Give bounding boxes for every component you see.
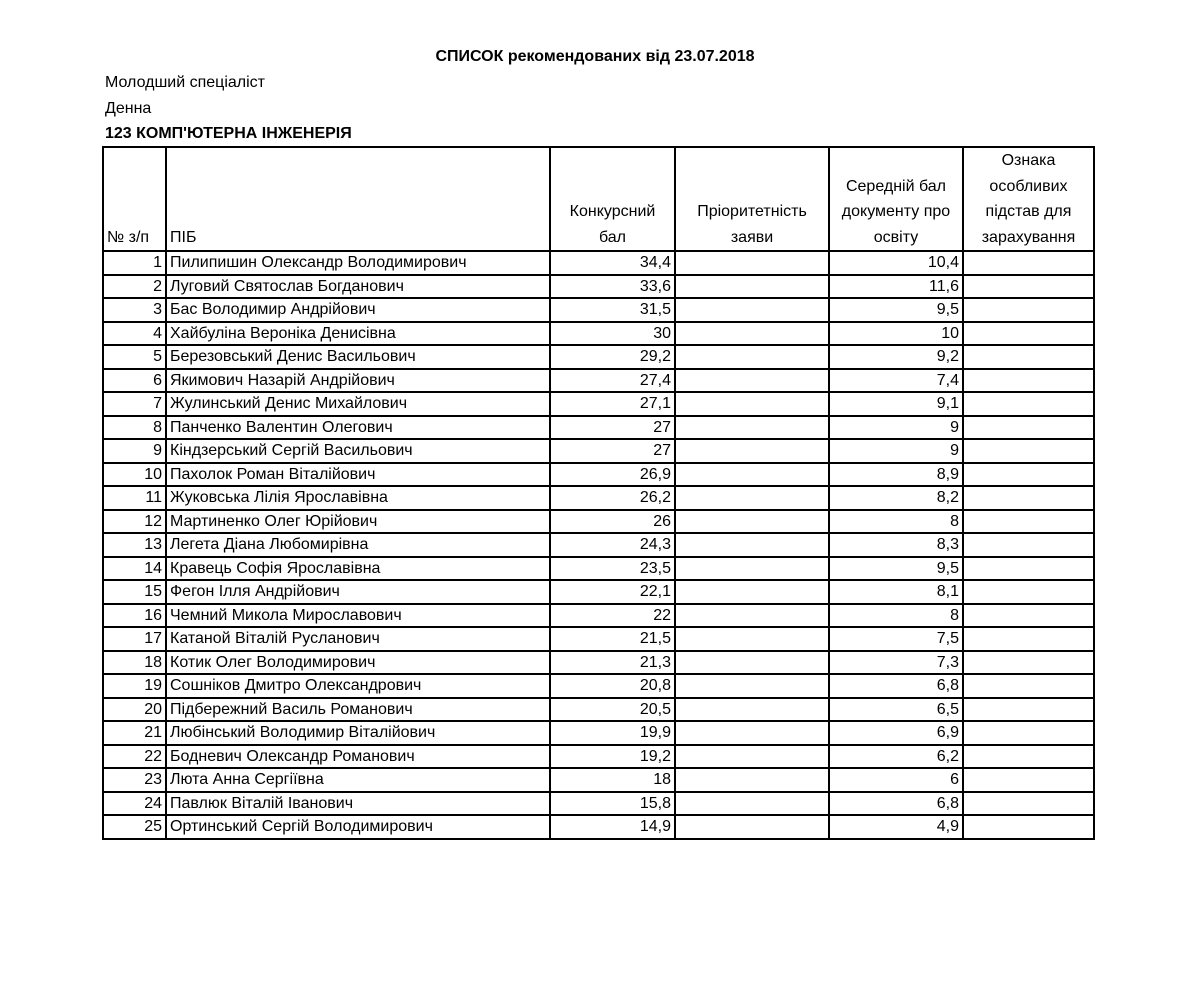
cell-special-mark bbox=[963, 698, 1094, 722]
cell-average: 9,5 bbox=[829, 298, 963, 322]
cell-average: 7,3 bbox=[829, 651, 963, 675]
cell-score: 27,4 bbox=[550, 369, 675, 393]
cell-average: 8 bbox=[829, 510, 963, 534]
cell-number: 4 bbox=[103, 322, 166, 346]
cell-special-mark bbox=[963, 392, 1094, 416]
cell-name: Котик Олег Володимирович bbox=[166, 651, 550, 675]
cell-priority bbox=[675, 369, 829, 393]
cell-score: 26 bbox=[550, 510, 675, 534]
header-priority-line: заяви bbox=[730, 228, 774, 246]
cell-priority bbox=[675, 792, 829, 816]
cell-average: 6,9 bbox=[829, 721, 963, 745]
cell-number: 1 bbox=[103, 251, 166, 275]
table-row bbox=[103, 510, 1094, 534]
cell-name: Хайбуліна Вероніка Денисівна bbox=[166, 322, 550, 346]
cell-special-mark bbox=[963, 815, 1094, 839]
header-average-line: освіту bbox=[873, 228, 919, 246]
cell-score: 22,1 bbox=[550, 580, 675, 604]
cell-score: 26,2 bbox=[550, 486, 675, 510]
cell-number: 22 bbox=[103, 745, 166, 769]
cell-number: 9 bbox=[103, 439, 166, 463]
cell-name: Підбережний Василь Романович bbox=[166, 698, 550, 722]
cell-number: 5 bbox=[103, 345, 166, 369]
cell-average: 6,5 bbox=[829, 698, 963, 722]
header-average-line: документу про bbox=[841, 203, 951, 220]
cell-average: 10 bbox=[829, 322, 963, 346]
cell-name: Жуковська Лілія Ярославівна bbox=[166, 486, 550, 510]
cell-average: 6,8 bbox=[829, 792, 963, 816]
cell-average: 8,2 bbox=[829, 486, 963, 510]
table-row bbox=[103, 768, 1094, 792]
cell-score: 19,9 bbox=[550, 721, 675, 745]
cell-score: 29,2 bbox=[550, 345, 675, 369]
cell-name: Пилипишин Олександр Володимирович bbox=[166, 251, 550, 275]
cell-average: 9 bbox=[829, 416, 963, 440]
cell-priority bbox=[675, 721, 829, 745]
table-row bbox=[103, 533, 1094, 557]
cell-score: 20,5 bbox=[550, 698, 675, 722]
header-score-line: Конкурсний bbox=[569, 203, 656, 220]
cell-name: Сошніков Дмитро Олександрович bbox=[166, 674, 550, 698]
cell-number: 25 bbox=[103, 815, 166, 839]
study-form: Денна bbox=[105, 100, 152, 117]
cell-name: Березовський Денис Васильович bbox=[166, 345, 550, 369]
cell-number: 15 bbox=[103, 580, 166, 604]
table-row bbox=[103, 369, 1094, 393]
table-row bbox=[103, 745, 1094, 769]
header-mark-line: підстав для bbox=[985, 203, 1072, 220]
cell-priority bbox=[675, 345, 829, 369]
cell-special-mark bbox=[963, 463, 1094, 487]
cell-average: 6 bbox=[829, 768, 963, 792]
table-row bbox=[103, 557, 1094, 581]
cell-name: Бодневич Олександр Романович bbox=[166, 745, 550, 769]
table-row bbox=[103, 322, 1094, 346]
cell-special-mark bbox=[963, 439, 1094, 463]
cell-priority bbox=[675, 486, 829, 510]
cell-priority bbox=[675, 674, 829, 698]
cell-name: Мартиненко Олег Юрійович bbox=[166, 510, 550, 534]
table-header-row bbox=[103, 147, 1094, 251]
header-special-mark bbox=[963, 147, 1094, 251]
cell-name: Ортинський Сергій Володимирович bbox=[166, 815, 550, 839]
header-priority-line: Пріоритетність bbox=[697, 203, 807, 220]
education-level: Молодший спеціаліст bbox=[105, 74, 266, 91]
document-title: СПИСОК рекомендованих від 23.07.2018 bbox=[435, 48, 755, 65]
cell-name: Луговий Святослав Богданович bbox=[166, 275, 550, 299]
cell-name: Бас Володимир Андрійович bbox=[166, 298, 550, 322]
cell-number: 14 bbox=[103, 557, 166, 581]
cell-number: 7 bbox=[103, 392, 166, 416]
header-score bbox=[550, 147, 675, 251]
cell-score: 15,8 bbox=[550, 792, 675, 816]
cell-name: Жулинський Денис Михайлович bbox=[166, 392, 550, 416]
cell-name: Фегон Ілля Андрійович bbox=[166, 580, 550, 604]
cell-average: 6,2 bbox=[829, 745, 963, 769]
table-row bbox=[103, 463, 1094, 487]
cell-special-mark bbox=[963, 510, 1094, 534]
cell-number: 20 bbox=[103, 698, 166, 722]
cell-number: 23 bbox=[103, 768, 166, 792]
cell-special-mark bbox=[963, 721, 1094, 745]
cell-score: 20,8 bbox=[550, 674, 675, 698]
header-mark-line: Ознака bbox=[1001, 152, 1056, 169]
cell-average: 8,3 bbox=[829, 533, 963, 557]
cell-average: 6,8 bbox=[829, 674, 963, 698]
cell-special-mark bbox=[963, 322, 1094, 346]
cell-score: 30 bbox=[550, 322, 675, 346]
cell-name: Павлюк Віталій Іванович bbox=[166, 792, 550, 816]
table-row bbox=[103, 792, 1094, 816]
cell-priority bbox=[675, 745, 829, 769]
cell-priority bbox=[675, 768, 829, 792]
cell-special-mark bbox=[963, 627, 1094, 651]
cell-number: 3 bbox=[103, 298, 166, 322]
table-row bbox=[103, 580, 1094, 604]
cell-number: 12 bbox=[103, 510, 166, 534]
cell-name: Кіндзерський Сергій Васильович bbox=[166, 439, 550, 463]
cell-score: 21,3 bbox=[550, 651, 675, 675]
cell-priority bbox=[675, 298, 829, 322]
cell-special-mark bbox=[963, 580, 1094, 604]
cell-average: 4,9 bbox=[829, 815, 963, 839]
cell-number: 16 bbox=[103, 604, 166, 628]
cell-special-mark bbox=[963, 275, 1094, 299]
table-row bbox=[103, 604, 1094, 628]
header-priority bbox=[675, 147, 829, 251]
cell-score: 22 bbox=[550, 604, 675, 628]
header-mark-line: зарахування bbox=[981, 228, 1076, 246]
cell-average: 8 bbox=[829, 604, 963, 628]
cell-priority bbox=[675, 439, 829, 463]
specialty-heading: 123 КОМП'ЮТЕРНА ІНЖЕНЕРІЯ bbox=[105, 125, 352, 142]
cell-name: Катаной Віталій Русланович bbox=[166, 627, 550, 651]
header-average bbox=[829, 147, 963, 251]
cell-special-mark bbox=[963, 674, 1094, 698]
cell-special-mark bbox=[963, 486, 1094, 510]
table-row bbox=[103, 275, 1094, 299]
cell-special-mark bbox=[963, 604, 1094, 628]
header-number: № з/п bbox=[103, 147, 166, 251]
cell-priority bbox=[675, 322, 829, 346]
cell-priority bbox=[675, 651, 829, 675]
table-row bbox=[103, 721, 1094, 745]
cell-average: 9,2 bbox=[829, 345, 963, 369]
cell-priority bbox=[675, 557, 829, 581]
header-name: ПІБ bbox=[166, 147, 550, 251]
cell-name: Люта Анна Сергіївна bbox=[166, 768, 550, 792]
cell-priority bbox=[675, 510, 829, 534]
table-row bbox=[103, 627, 1094, 651]
cell-special-mark bbox=[963, 651, 1094, 675]
cell-score: 34,4 bbox=[550, 251, 675, 275]
cell-special-mark bbox=[963, 768, 1094, 792]
table-row bbox=[103, 416, 1094, 440]
cell-score: 27,1 bbox=[550, 392, 675, 416]
cell-priority bbox=[675, 580, 829, 604]
cell-priority bbox=[675, 463, 829, 487]
cell-average: 7,4 bbox=[829, 369, 963, 393]
table-row bbox=[103, 486, 1094, 510]
cell-average: 7,5 bbox=[829, 627, 963, 651]
cell-name: Кравець Софія Ярославівна bbox=[166, 557, 550, 581]
cell-score: 27 bbox=[550, 416, 675, 440]
cell-priority bbox=[675, 392, 829, 416]
cell-average: 9 bbox=[829, 439, 963, 463]
header-mark-line: особливих bbox=[989, 177, 1068, 195]
cell-priority bbox=[675, 604, 829, 628]
cell-number: 19 bbox=[103, 674, 166, 698]
cell-name: Пахолок Роман Віталійович bbox=[166, 463, 550, 487]
cell-priority bbox=[675, 251, 829, 275]
cell-name: Чемний Микола Мирославович bbox=[166, 604, 550, 628]
cell-special-mark bbox=[963, 557, 1094, 581]
cell-score: 33,6 bbox=[550, 275, 675, 299]
cell-score: 27 bbox=[550, 439, 675, 463]
cell-special-mark bbox=[963, 298, 1094, 322]
cell-special-mark bbox=[963, 369, 1094, 393]
cell-average: 10,4 bbox=[829, 251, 963, 275]
cell-score: 18 bbox=[550, 768, 675, 792]
header-average-line: Середній бал bbox=[845, 177, 947, 195]
cell-number: 6 bbox=[103, 369, 166, 393]
cell-average: 11,6 bbox=[829, 275, 963, 299]
cell-name: Любінський Володимир Віталійович bbox=[166, 721, 550, 745]
cell-name: Якимович Назарій Андрійович bbox=[166, 369, 550, 393]
table-row bbox=[103, 392, 1094, 416]
cell-number: 11 bbox=[103, 486, 166, 510]
table-row bbox=[103, 439, 1094, 463]
table-row bbox=[103, 698, 1094, 722]
cell-score: 19,2 bbox=[550, 745, 675, 769]
cell-special-mark bbox=[963, 416, 1094, 440]
cell-average: 9,5 bbox=[829, 557, 963, 581]
cell-number: 21 bbox=[103, 721, 166, 745]
cell-average: 9,1 bbox=[829, 392, 963, 416]
cell-number: 18 bbox=[103, 651, 166, 675]
cell-special-mark bbox=[963, 792, 1094, 816]
cell-score: 31,5 bbox=[550, 298, 675, 322]
cell-special-mark bbox=[963, 533, 1094, 557]
table-row bbox=[103, 251, 1094, 275]
cell-name: Панченко Валентин Олегович bbox=[166, 416, 550, 440]
cell-priority bbox=[675, 815, 829, 839]
cell-number: 13 bbox=[103, 533, 166, 557]
table-row bbox=[103, 674, 1094, 698]
table-body bbox=[103, 251, 1094, 839]
cell-priority bbox=[675, 416, 829, 440]
cell-priority bbox=[675, 275, 829, 299]
cell-special-mark bbox=[963, 745, 1094, 769]
table-row bbox=[103, 298, 1094, 322]
table-row bbox=[103, 345, 1094, 369]
cell-priority bbox=[675, 698, 829, 722]
cell-average: 8,1 bbox=[829, 580, 963, 604]
cell-number: 2 bbox=[103, 275, 166, 299]
cell-score: 24,3 bbox=[550, 533, 675, 557]
cell-number: 10 bbox=[103, 463, 166, 487]
cell-number: 24 bbox=[103, 792, 166, 816]
cell-priority bbox=[675, 533, 829, 557]
cell-priority bbox=[675, 627, 829, 651]
cell-score: 23,5 bbox=[550, 557, 675, 581]
recommended-list-table bbox=[102, 146, 1095, 840]
cell-score: 14,9 bbox=[550, 815, 675, 839]
cell-name: Легета Діана Любомирівна bbox=[166, 533, 550, 557]
cell-number: 8 bbox=[103, 416, 166, 440]
cell-score: 26,9 bbox=[550, 463, 675, 487]
header-score-line: бал bbox=[598, 228, 627, 246]
cell-average: 8,9 bbox=[829, 463, 963, 487]
cell-number: 17 bbox=[103, 627, 166, 651]
cell-score: 21,5 bbox=[550, 627, 675, 651]
table-row bbox=[103, 651, 1094, 675]
table-row bbox=[103, 815, 1094, 839]
cell-special-mark bbox=[963, 251, 1094, 275]
cell-special-mark bbox=[963, 345, 1094, 369]
